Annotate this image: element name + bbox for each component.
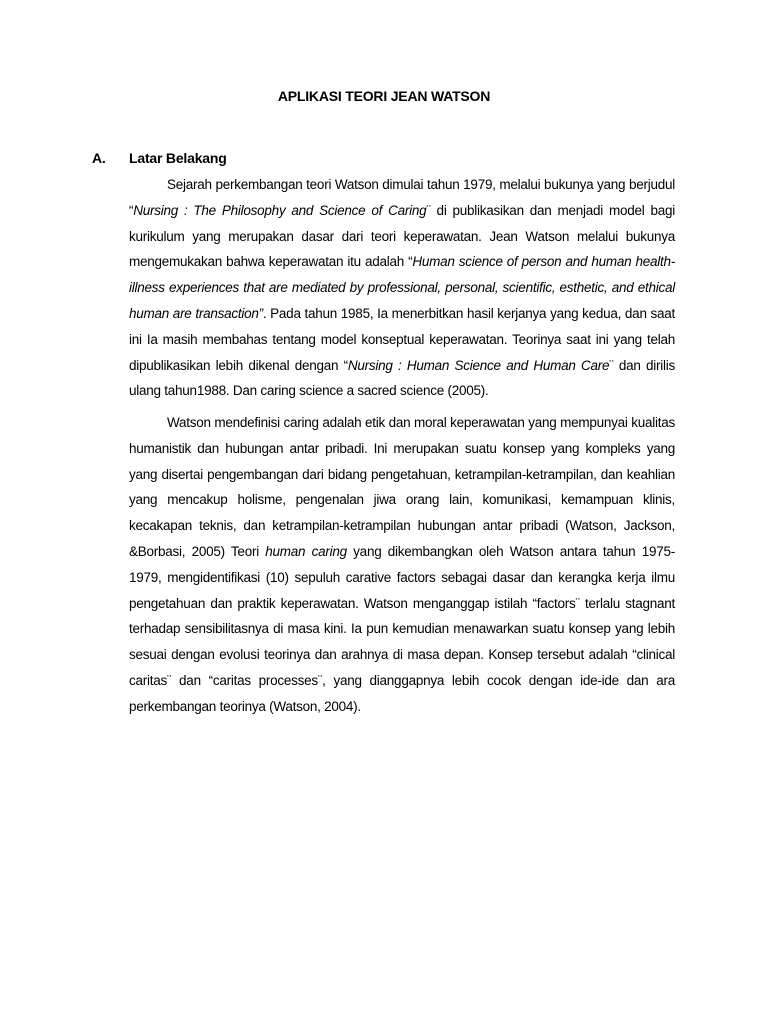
book-title-human-science: Nursing : Human Science and Human Care bbox=[347, 357, 610, 373]
paragraph-text: Watson mendefinisi caring adalah etik dan moral keperawatan yang mempunyai kualitas humanistik dan hubungan antar pribadi. Ini merupakan suatu konsep yang kompleks yang yang disertai pengembangan dari bidang pengetahuan, ketrampilan-ketrampilan, dan keahlian yang mencakup holisme, pengenalan jiwa orang lain, komunikasi, kemampuan klinis, kecakapan teknis, dan ketrampilan-ketrampilan hubungan antar pribadi (Watson, Jackson, &Borbasi, 2005) Teori bbox=[129, 415, 675, 559]
book-title-philosophy: Nursing : The Philosophy and Science of Caring bbox=[133, 202, 427, 218]
section-number: A. bbox=[92, 150, 106, 166]
paragraph-text: yang dikembangkan oleh Watson antara tahun 1975-1979, mengidentifikasi (10) sepuluh carative factors sebagai dasar dan kerangka kerja ilmu pengetahuan dan praktik keperawatan. Watson menganggap istilah “factors¨ terlalu stagnant terhadap sensibilitasnya di masa kini. Ia pun kemudian menawarkan suatu konsep yang lebih sesuai dengan evolusi teorinya dan arahnya di masa depan. Konsep tersebut adalah “clinical caritas¨ dan “caritas processes¨, yang dianggapnya lebih cocok dengan ide-ide dan ara perkembangan teorinya (Watson, 2004). bbox=[129, 543, 675, 714]
paragraph-text: Sejarah perkembangan teori Watson dimulai tahun 1979, melalui bukunya yang berjudul “ bbox=[129, 177, 675, 218]
paragraph-caring-definition bbox=[129, 410, 675, 720]
nursing-definition-quote: Human science of person and human health-illness experiences that are mediated by professional, personal, scientific, esthetic, and ethical human are transaction” bbox=[129, 254, 675, 321]
document-title: APLIKASI TEORI JEAN WATSON bbox=[277, 88, 491, 104]
paragraph-history bbox=[129, 172, 675, 404]
section-heading bbox=[92, 150, 227, 166]
paragraph-text: ¨ di publikasikan dan menjadi model bagi kurikulum yang merupakan dasar dari teori keperawatan. Jean Watson melalui bukunya mengemukakan bahwa keperawatan itu adalah “ bbox=[129, 202, 675, 270]
paragraph-text: ¨ dan dirilis ulang tahun1988. Dan caring science a sacred science (2005). bbox=[129, 357, 675, 399]
human-caring-term: human caring bbox=[265, 543, 347, 559]
section-title: Latar Belakang bbox=[129, 150, 227, 166]
paragraph-text: . Pada tahun 1985, Ia menerbitkan hasil kerjanya yang kedua, dan saat ini Ia masih membahas tentang model konseptual keperawatan. Teorinya saat ini yang telah dipublikasikan lebih dikenal dengan “ bbox=[129, 305, 675, 373]
